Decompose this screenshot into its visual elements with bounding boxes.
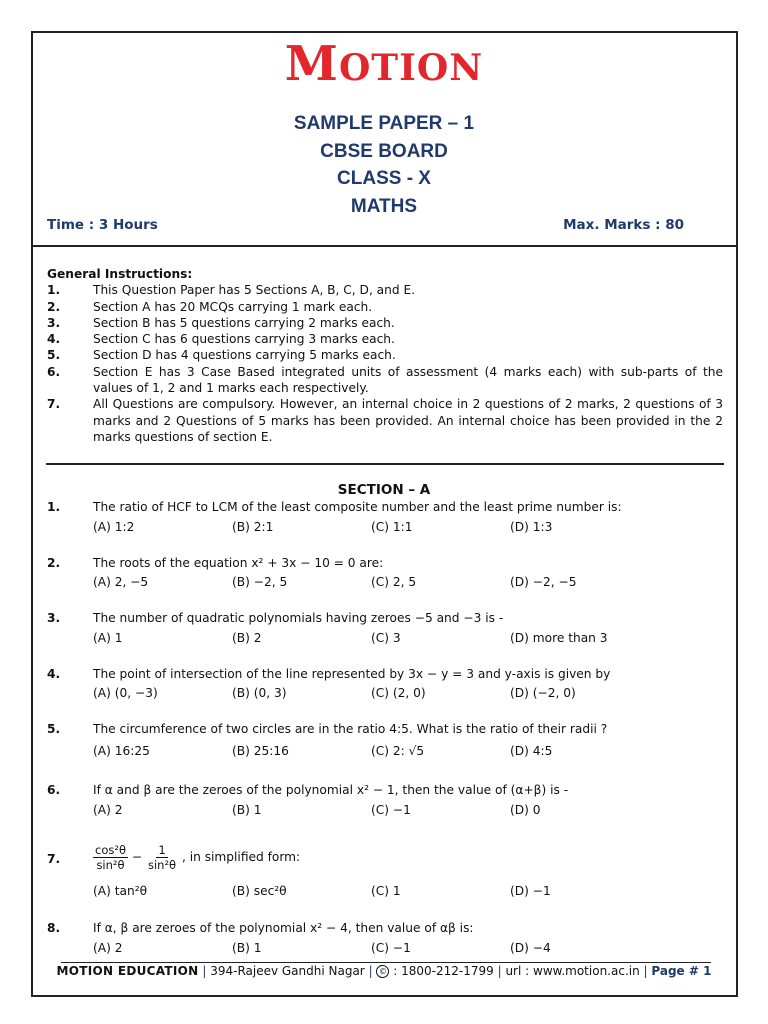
footer-phone: : 1800-212-1799 [393, 964, 494, 978]
option-c: (C) 1:1 [371, 520, 413, 534]
logo-rest: OTION [338, 47, 484, 89]
instruction-item: 4. Section C has 6 questions carrying 3 marks each. [47, 332, 395, 347]
option-b: (B) 2:1 [232, 520, 274, 534]
question-stem: The circumference of two circles are in the ratio 4:5. What is the ratio of their radii ? [93, 722, 608, 736]
options [93, 631, 608, 645]
title-sample-paper: SAMPLE PAPER – 1 [293, 113, 475, 134]
title-board: CBSE BOARD [320, 140, 448, 162]
footer-divider [61, 962, 711, 963]
option-b: (B) −2, 5 [232, 575, 288, 589]
general-instructions [47, 266, 723, 445]
title-class: CLASS - X [337, 168, 431, 189]
option-a: (A) 1 [93, 631, 123, 645]
header-divider [31, 245, 738, 247]
option-c: (C) (2, 0) [371, 686, 426, 700]
option-a: (A) 2 [93, 941, 123, 955]
option-c: (C) −1 [371, 803, 411, 817]
option-c: (C) 1 [371, 884, 401, 898]
option-b: (B) (0, 3) [232, 686, 287, 700]
minus-sign: − [131, 850, 143, 864]
question-stem: The roots of the equation x² + 3x − 10 = 0 are: [93, 556, 384, 570]
option-d: (D) more than 3 [510, 631, 608, 645]
option-a: (A) 2 [93, 803, 123, 817]
question-stem: The point of intersection of the line represented by 3x − y = 3 and y-axis is given by [93, 667, 611, 681]
option-d: (D) −4 [510, 941, 551, 955]
option-a: (A) 1:2 [93, 520, 135, 534]
instruction-item: 3. Section B has 5 questions carrying 2 marks each. [47, 315, 395, 330]
title-subject: MATHS [350, 195, 418, 217]
question-stem: The number of quadratic polynomials having zeroes −5 and −3 is - [93, 611, 504, 625]
option-b: (B) 1 [232, 803, 262, 817]
instruction-item: 2. Section A has 20 MCQs carrying 1 mark each. [47, 299, 373, 314]
options [93, 803, 541, 817]
option-b: (B) 1 [232, 941, 262, 955]
question-stem: $\frac{\text{cos²θ}}{\text{sin²θ}}$ − $\frac{1}{\text{sin²θ}}$ , in simplified form: [95, 843, 301, 872]
options [93, 520, 552, 534]
options [93, 686, 576, 700]
option-d: (D) 0 [510, 803, 541, 817]
instruction-item: 7. All Questions are compulsory. However, an internal choice in 2 questions of 2 marks, 2 questions of 3 marks and 2 Questions of 5 marks has been provided. An internal choice has been provided in the 2 marks questions of section E. [47, 397, 723, 444]
option-a: (A) 16:25 [93, 744, 150, 758]
question-stem: If α, β are zeroes of the polynomial x² − 4, then value of αβ is: [93, 921, 474, 935]
option-d: (D) −2, −5 [510, 575, 577, 589]
options [93, 575, 576, 589]
phone-icon: © [376, 965, 389, 978]
footer-address: 394-Rajeev Gandhi Nagar [210, 964, 365, 978]
option-b: (B) 2 [232, 631, 262, 645]
footer-brand: MOTION EDUCATION [56, 964, 199, 978]
instruction-item: 5. Section D has 4 questions carrying 5 marks each. [47, 348, 396, 363]
section-divider [46, 463, 724, 465]
instruction-item: 1. This Question Paper has 5 Sections A, B, C, D, and E. [47, 283, 416, 298]
option-a: (A) (0, −3) [93, 686, 158, 700]
logo-initial: M [284, 36, 339, 92]
time-label: Time : 3 Hours [47, 217, 158, 233]
option-d: (D) 4:5 [510, 744, 553, 758]
option-a: (A) 2, −5 [93, 575, 149, 589]
option-d: (D) −1 [510, 884, 551, 898]
max-marks-label: Max. Marks : 80 [563, 217, 684, 233]
question-stem: If α and β are the zeroes of the polynomial x² − 1, then the value of (α+β) is - [93, 783, 569, 797]
fraction-1: $\frac{\text{cos²θ}}{\text{sin²θ}}$ [95, 843, 126, 872]
option-c: (C) 2: √5 [371, 744, 425, 758]
instructions-heading: General Instructions: [47, 267, 193, 281]
option-b: (B) 25:16 [232, 744, 289, 758]
option-d: (D) (−2, 0) [510, 686, 576, 700]
page-number: Page # 1 [651, 964, 712, 978]
fraction-2: $\frac{1}{\text{sin²θ}}$ [147, 843, 177, 872]
section-title: SECTION – A [337, 482, 431, 498]
option-a: (A) tan²θ [93, 884, 148, 898]
option-c: (C) 3 [371, 631, 401, 645]
option-d: (D) 1:3 [510, 520, 553, 534]
motion-logo [0, 36, 768, 92]
instruction-item: 6. Section E has 3 Case Based integrated units of assessment (4 marks each) with sub-parts of the values of 1, 2 and 1 marks each respectively. [47, 364, 723, 396]
paper-titles [0, 110, 768, 220]
options [93, 744, 552, 758]
option-c: (C) 2, 5 [371, 575, 417, 589]
question-stem: The ratio of HCF to LCM of the least composite number and the least prime number is: [93, 500, 622, 514]
page-footer: MOTION EDUCATION | 394-Rajeev Gandhi Nagar | © : 1800-212-1799 | url : www.motion.ac.in | Page # 1 [56, 964, 712, 978]
options [93, 884, 551, 898]
option-c: (C) −1 [371, 941, 411, 955]
option-b: (B) sec²θ [232, 884, 287, 898]
options [93, 941, 551, 955]
footer-url: url : www.motion.ac.in [505, 964, 640, 978]
